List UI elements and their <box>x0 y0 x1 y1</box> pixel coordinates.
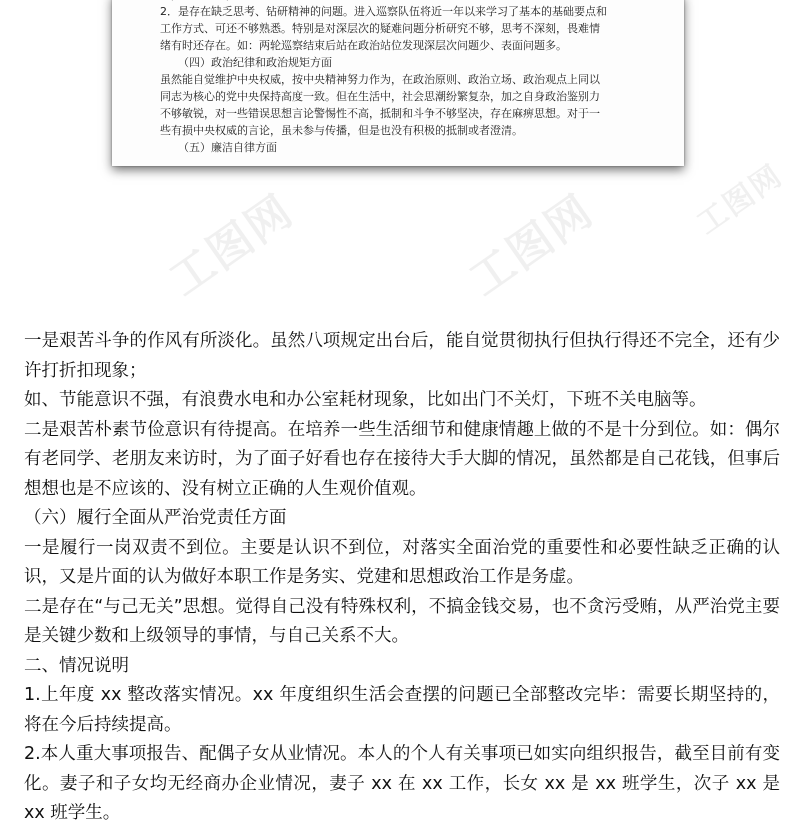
paragraph: 1.上年度 xx 整改落实情况。xx 年度组织生活会查摆的问题已全部整改完毕：需要长期坚持的，将在今后持续提高。 <box>24 685 780 735</box>
paragraph: 2.本人重大事项报告、配偶子女从业情况。本人的个人有关事项已如实向组织报告，截至目前有变化。妻子和子女均无经商办企业情况，妻子 xx 在 xx 工作，长女 xx 是 xx 班学生，次子 xx 是 xx 班学生。 <box>24 744 780 823</box>
preview-line: 虽然能自觉维护中央权威，按中央精神努力作为，在政治原则、政治立场、政治观点上同以 <box>160 73 600 86</box>
preview-line: 绪有时还存在。如：两轮巡察结束后站在政治站位发现深层次问题少、表面问题多。 <box>160 39 567 52</box>
watermark: 工图网 <box>690 158 790 242</box>
section-heading: （六）履行全面从严治党责任方面 <box>24 508 287 528</box>
preview-line: 工作方式、可还不够熟悉。特别是对深层次的疑难问题分析研究不够，思考不深刻，畏难情 <box>160 22 600 35</box>
preview-line: 些有损中央权威的言论，虽未参与传播，但是也没有积极的抵制或者澄清。 <box>160 124 523 137</box>
document-body <box>24 327 780 829</box>
section-heading: 二、情况说明 <box>24 655 129 676</box>
paragraph: 一是履行一岗双责不到位。主要是认识不到位，对落实全面治党的重要性和必要性缺乏正确的认识，又是片面的认为做好本职工作是务实、党建和思想政治工作是务虚。 <box>24 537 780 587</box>
preview-text <box>160 0 656 156</box>
preview-line: 同志为核心的党中央保持高度一致。但在生活中，社会思潮纷繁复杂，加之自身政治鉴别力 <box>160 90 600 103</box>
watermark: 工图网 <box>460 185 603 307</box>
document-preview <box>0 0 800 307</box>
preview-line: 不够敏锐，对一些错误思想言论警惕性不高，抵制和斗争不够坚决，存在麻痹思想。对于一 <box>160 107 600 120</box>
preview-heading: （五）廉洁自律方面 <box>178 141 277 154</box>
paragraph: 一是艰苦斗争的作风有所淡化。虽然八项规定出台后，能自觉贯彻执行但执行得还不完全，还有少许打折扣现象； <box>24 331 780 381</box>
paragraph: 二是艰苦朴素节俭意识有待提高。在培养一些生活细节和健康情趣上做的不是十分到位。如：偶尔有老同学、老朋友来访时，为了面子好看也存在接待大手大脚的情况，虽然都是自己花钱，但事后想想也是不应该的、没有树立正确的人生观价值观。 <box>24 419 780 499</box>
preview-heading: （四）政治纪律和政治规矩方面 <box>178 56 332 69</box>
paragraph: 如、节能意识不强，有浪费水电和办公室耗材现象，比如出门不关灯，下班不关电脑等。 <box>24 390 707 410</box>
preview-line: 2．是存在缺乏思考、钻研精神的问题。进入巡察队伍将近一年以来学习了基本的基础要点和 <box>160 5 607 18</box>
watermark: 工图网 <box>160 185 303 307</box>
preview-page <box>112 0 684 166</box>
paragraph: 二是存在“与己无关”思想。觉得自己没有特殊权利，不搞金钱交易，也不贪污受贿，从严治党主要是关键少数和上级领导的事情，与自己关系不大。 <box>24 596 780 646</box>
